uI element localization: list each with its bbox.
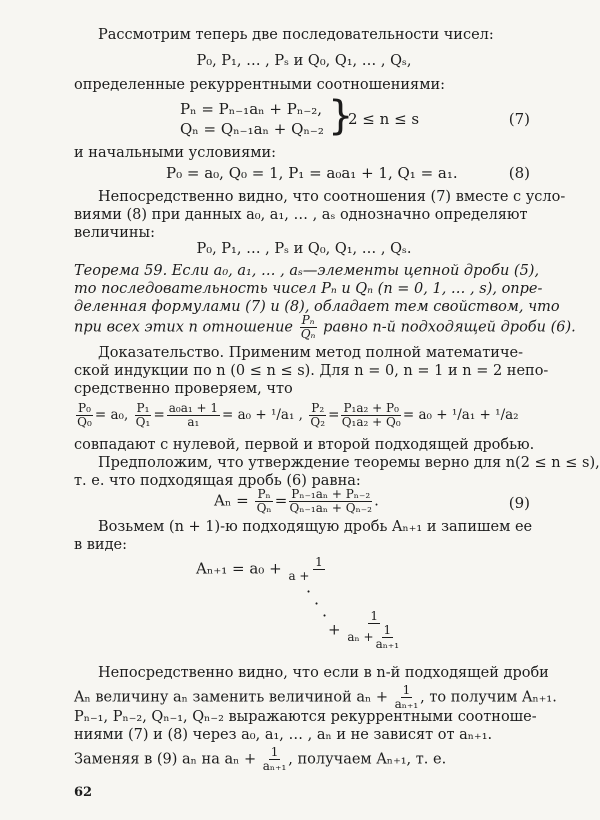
equation-number-9: (9): [508, 494, 530, 512]
equation-7-condition: 2 ≤ n ≤ s: [348, 110, 420, 128]
fraction-denominator: Q₂: [310, 415, 326, 429]
fraction-numerator: Pₙ₋₁aₙ + Pₙ₋₂: [291, 487, 371, 501]
equation-number-7: (7): [508, 110, 530, 128]
text-line: ниями (7) и (8) через a₀, a₁, … , aₙ и не зависят от aₙ₊₁.: [74, 727, 493, 743]
fraction: [395, 684, 419, 711]
fraction-pn-qn: [300, 314, 317, 341]
expr: Заменяя в (9) aₙ на aₙ +: [74, 751, 257, 768]
page-number: 62: [74, 785, 93, 800]
fraction: [135, 402, 152, 429]
fraction-numerator: 1: [270, 745, 279, 759]
equation-7a: Pₙ = Pₙ₋₁aₙ + Pₙ₋₂,: [180, 100, 323, 118]
continued-fraction-head: [196, 556, 351, 583]
proof-line: Доказательство. Применим метод полной математиче-: [98, 345, 524, 361]
equation-8: P₀ = a₀, Q₀ = 1, P₁ = a₀a₁ + 1, Q₁ = a₁.: [166, 164, 458, 182]
fraction-denominator: aₙ₊₁: [375, 637, 400, 651]
theorem-text: при всех этих n отношение: [74, 319, 293, 336]
expr: = a₀ + ¹/a₁ + ¹/a₂: [402, 407, 519, 423]
text-line: в виде:: [74, 537, 127, 553]
equation-9: Aₙ = $\frac{\text{Pₙ}}{\text{Qₙ}}$ = $\frac{\text{Pₙ₋₁aₙ + Pₙ₋₂}}{\text{Qₙ₋₁aₙ + Qₙ₋₂}}$ .: [214, 487, 379, 515]
fraction-denominator: [347, 624, 401, 651]
fraction-numerator: P₂: [311, 401, 325, 415]
expr: = a₀ + ¹/a₁ ,: [222, 407, 303, 423]
base-case-line: $\frac{\text{P₀}}{\text{Q₀}}$ = a₀, $\frac{\text{P₁}}{\text{Q₁}}$ = $\frac{\text{a₀a₁ + 1}}{\text{a₁}}$ = a₀ + ¹/a₁ , $\frac{\text{P₂}}{\text{Q₂}}$ = $\frac{\text{P₁a₂ + P₀}}{\text{Q₁a₂ + Q₀}}$ = a₀ + ¹/a₁ + ¹/a₂: [77, 401, 519, 429]
fraction-denominator: a₁: [187, 415, 200, 429]
fraction: [76, 402, 93, 429]
expr: , то получим Aₙ₊₁.: [420, 689, 557, 706]
fraction-numerator: 1: [370, 609, 379, 623]
ellipsis-dot: ·: [322, 606, 328, 625]
text-line: Pₙ₋₁, Pₙ₋₂, Qₙ₋₁, Qₙ₋₂ выражаются рекуррентными соотноше-: [74, 709, 537, 725]
expr: +: [328, 620, 341, 639]
fraction: [289, 488, 372, 515]
equation-number-8: (8): [508, 164, 530, 182]
text-line: Возьмем (n + 1)-ю подходящую дробь Aₙ₊₁ и запишем ее: [98, 519, 533, 535]
fraction-numerator: 1: [315, 555, 323, 569]
proof-line: ской индукции по n (0 ≤ n ≤ s). Для n = 0, n = 1 и n = 2 непо-: [74, 363, 549, 379]
text-line: [74, 683, 557, 711]
expr: = a₀,: [94, 407, 129, 423]
text-line: Рассмотрим теперь две последовательности чисел:: [98, 27, 494, 43]
theorem-line: то последовательность чисел Pₙ и Qₙ (n = 0, 1, … , s), опре-: [74, 281, 543, 297]
fraction-numerator: 1: [402, 683, 411, 697]
fraction: [341, 402, 400, 429]
theorem-line: деленная формулами (7) и (8), обладает тем свойством, что: [74, 299, 560, 315]
expr: Aₙ₊₁ = a₀ +: [196, 559, 282, 578]
fraction: [376, 624, 400, 651]
expr: aₙ +: [347, 630, 374, 644]
fraction-denominator: aₙ₊₁: [394, 697, 419, 711]
continued-fraction-tail: [328, 610, 403, 651]
text-line: Непосредственно видно, что если в n-й подходящей дроби: [98, 665, 549, 681]
fraction-denominator: Qₙ: [256, 501, 272, 515]
fraction-denominator: Q₁: [135, 415, 151, 429]
ellipsis-dot: ·: [314, 594, 320, 613]
fraction-denominator: Qₙ: [300, 327, 316, 341]
proof-line: т. е. что подходящая дробь (6) равна:: [74, 473, 361, 489]
fraction: [255, 488, 272, 515]
text-line: определенные рекуррентными соотношениями:: [74, 77, 446, 93]
expr: Aₙ =: [214, 491, 249, 510]
sequence-line: P₀, P₁, … , Pₛ и Q₀, Q₁, … , Qₛ.: [196, 241, 412, 257]
fraction-denominator: Q₁a₂ + Q₀: [341, 415, 401, 429]
equation-7b: Qₙ = Qₙ₋₁aₙ + Qₙ₋₂: [180, 120, 324, 138]
proof-line: средственно проверяем, что: [74, 381, 293, 397]
theorem-line: [74, 262, 540, 280]
fraction: [309, 402, 326, 429]
proof-line: Предположим, что утверждение теоремы верно для n(2 ≤ n ≤ s),: [98, 455, 600, 471]
fraction: [263, 746, 287, 773]
fraction-denominator: Q₀: [77, 415, 92, 429]
fraction-denominator: a +: [288, 569, 310, 583]
fraction: [347, 610, 401, 651]
expr: Aₙ величину aₙ заменить величиной aₙ +: [74, 689, 389, 706]
ellipsis-dot: ·: [306, 582, 312, 601]
sequence-line: P₀, P₁, … , Pₛ и Q₀, Q₁, … , Qₛ,: [196, 53, 412, 69]
proof-line: совпадают с нулевой, первой и второй подходящей дробью.: [74, 437, 535, 453]
fraction-denominator: aₙ₊₁: [262, 759, 287, 773]
theorem-text: Теорема 59. Если a₀, a₁, … , aₛ—элементы цепной дроби (5),: [74, 263, 540, 279]
fraction-numerator: P₁a₂ + P₀: [343, 401, 399, 415]
text-line: Непосредственно видно, что соотношения (7) вместе с усло-: [98, 189, 566, 205]
theorem-text: равно n-й подходящей дроби (6).: [323, 319, 576, 336]
theorem-line: [74, 313, 576, 341]
text-line: [74, 746, 534, 773]
fraction-numerator: Pₙ: [257, 487, 271, 501]
fraction-numerator: P₁: [136, 401, 150, 415]
fraction-numerator: P₀: [78, 401, 91, 415]
fraction: [288, 556, 349, 583]
expr: , получаем Aₙ₊₁, т. е.: [288, 751, 447, 768]
right-brace: }: [328, 93, 354, 139]
fraction-numerator: Pₙ: [301, 313, 315, 327]
text-line: виями (8) при данных a₀, a₁, … , aₛ однозначно определяют: [74, 207, 528, 223]
fraction-numerator: 1: [383, 623, 392, 637]
text-line: величины:: [74, 225, 155, 241]
fraction-numerator: a₀a₁ + 1: [168, 401, 218, 415]
fraction: [167, 402, 220, 429]
fraction-denominator: Qₙ₋₁aₙ + Qₙ₋₂: [289, 501, 372, 515]
text-line: и начальными условиями:: [74, 145, 277, 161]
